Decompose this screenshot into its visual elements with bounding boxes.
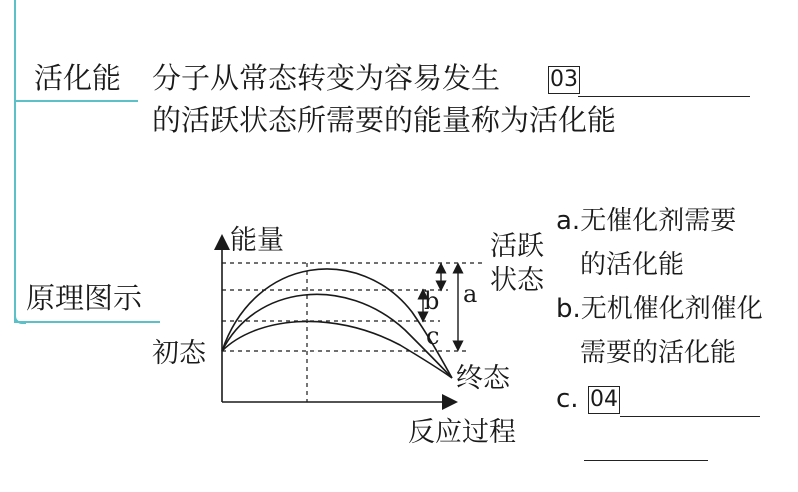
marker-c-label: c [426, 322, 440, 350]
legend-a-line2: 的活化能 [580, 250, 685, 280]
blank-line-04-b[interactable] [584, 460, 708, 461]
active-state-label-1: 活跃 [490, 231, 544, 262]
y-axis-label: 能量 [230, 225, 284, 256]
x-axis-label: 反应过程 [408, 417, 516, 448]
section-heading-diagram: 原理图示 [26, 281, 143, 315]
legend-b-line1: b.无机催化剂催化 [556, 294, 763, 324]
curve-inorganic-catalyst [222, 294, 452, 378]
final-state-label: 终态 [456, 363, 510, 394]
legend-c-prefix: c. [556, 384, 579, 414]
marker-b-label: b [424, 287, 440, 315]
curve-enzyme-catalyst [222, 321, 452, 378]
marker-a-label: a [463, 280, 478, 308]
active-state-label-2: 状态 [490, 265, 544, 296]
blank-number-03: 03 [550, 67, 578, 92]
initial-state-label: 初态 [152, 338, 206, 369]
definition-line-2: 的活跃状态所需要的能量称为活化能 [152, 103, 617, 137]
blank-number-04: 04 [590, 387, 618, 412]
legend-a-line1: a.无催化剂需要 [556, 206, 737, 236]
legend-b-line2: 需要的活化能 [580, 338, 737, 368]
blank-line-04-a[interactable] [620, 416, 760, 417]
definition-line-1: 分子从常态转变为容易发生 [152, 61, 501, 95]
section-heading-activation-energy: 活化能 [34, 61, 122, 95]
